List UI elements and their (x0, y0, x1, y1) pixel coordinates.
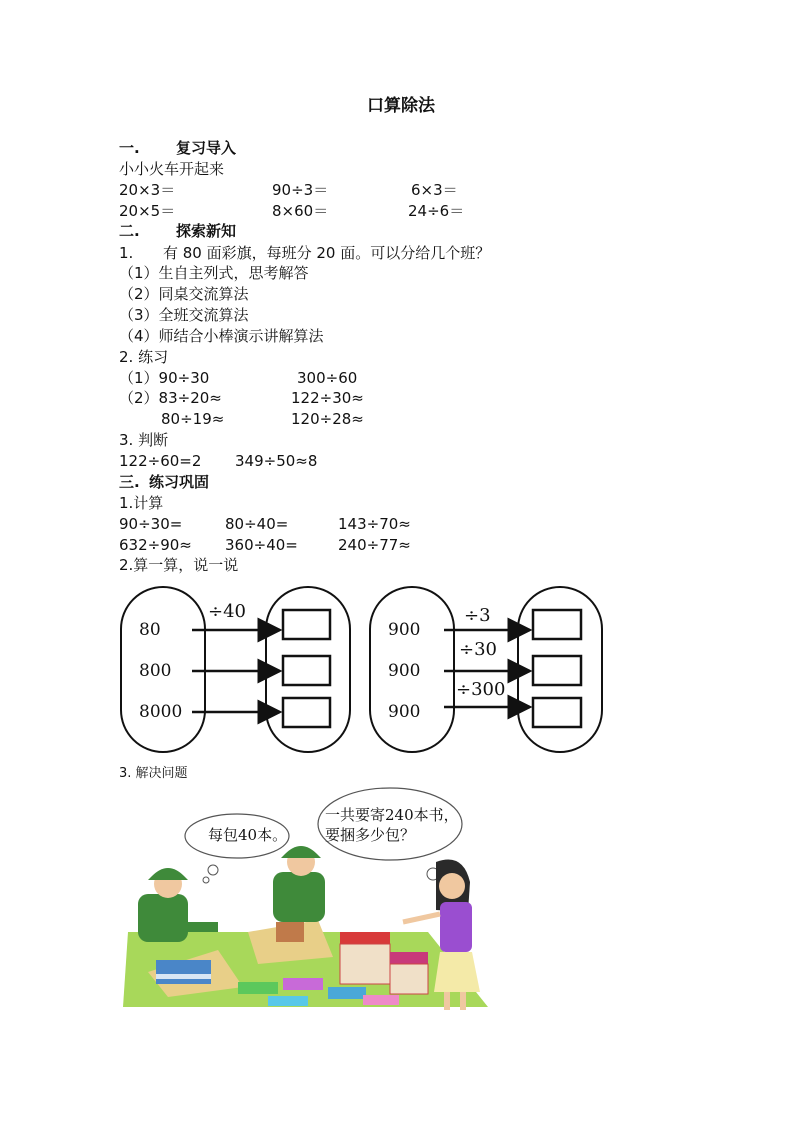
step-item: （2）同桌交流算法 (119, 285, 249, 303)
section1-subtitle: 小小火车开起来 (119, 160, 225, 178)
solve-title: 3. 解决问题 (119, 766, 188, 781)
step-item: （4）师结合小棒演示讲解算法 (119, 327, 324, 345)
exercise-item: 24÷6＝ (408, 202, 465, 220)
exercise-item: 360÷40= (225, 536, 298, 554)
operator-label: ÷40 (208, 601, 246, 622)
exercise-item: 8×60＝ (272, 202, 329, 220)
exercise-item: 122÷60=2 (119, 452, 202, 470)
input-value: 900 (388, 702, 421, 722)
exercise-item: 80÷40= (225, 515, 289, 533)
input-value: 80 (139, 620, 161, 640)
judge-title: 3. 判断 (119, 431, 169, 449)
answer-box[interactable] (533, 656, 581, 685)
problem-text: 有 80 面彩旗，每班分 20 面。可以分给几个班？ (163, 244, 491, 262)
speech-bubble-left (185, 814, 289, 883)
answer-box[interactable] (533, 698, 581, 727)
exercise-item: 90÷30= (119, 515, 183, 533)
exercise-item: 80÷19≈ (161, 410, 225, 428)
exercise-item: 20×5＝ (119, 202, 176, 220)
operator-label: ÷300 (456, 679, 506, 700)
section1-number: 一. (119, 139, 140, 157)
bubble-right-text: 一共要寄240本书， (325, 806, 459, 824)
bubble-left-text: 每包40本。 (208, 826, 288, 844)
exercise-item: （1）90÷30 (119, 369, 210, 387)
operator-label: ÷30 (459, 639, 497, 660)
exercise-item: 632÷90≈ (119, 536, 192, 554)
answer-box[interactable] (533, 610, 581, 639)
step-item: （1）生自主列式，思考解答 (119, 264, 309, 282)
section3-number: 三. (119, 473, 140, 491)
exercise-item: 90÷3＝ (272, 181, 329, 199)
answer-box[interactable] (283, 698, 330, 727)
section1-heading: 复习导入 (176, 139, 237, 157)
exercise-item: 20×3＝ (119, 181, 176, 199)
exercise-item: 300÷60 (297, 369, 358, 387)
page-title: 口算除法 (367, 96, 435, 116)
answer-box[interactable] (283, 610, 330, 639)
input-value: 8000 (139, 702, 183, 722)
practice-title: 2. 练习 (119, 348, 169, 366)
book-stack (156, 960, 211, 984)
exercise-item: 349÷50≈8 (235, 452, 318, 470)
section2-number: 二. (119, 222, 140, 240)
input-value: 900 (388, 620, 421, 640)
exercise-item: 143÷70≈ (338, 515, 411, 533)
step-item: （3）全班交流算法 (119, 306, 249, 324)
exercise-item: 120÷28≈ (291, 410, 364, 428)
exercise-item: 122÷30≈ (291, 389, 364, 407)
section2-heading: 探索新知 (176, 222, 237, 240)
exercise-item: 240÷77≈ (338, 536, 411, 554)
operator-label: ÷3 (464, 605, 491, 626)
exercise-item: 6×3＝ (411, 181, 458, 199)
input-value: 800 (139, 661, 172, 681)
section3-heading: 练习巩固 (149, 473, 210, 491)
problem-number: 1. (119, 244, 134, 262)
bubble-right-text: 要捆多少包？ (325, 826, 416, 844)
input-value: 900 (388, 661, 421, 681)
answer-box[interactable] (283, 656, 330, 685)
exercise-item: （2）83÷20≈ (119, 389, 222, 407)
calc-title: 1.计算 (119, 494, 164, 512)
reckon-title: 2.算一算，说一说 (119, 556, 239, 574)
